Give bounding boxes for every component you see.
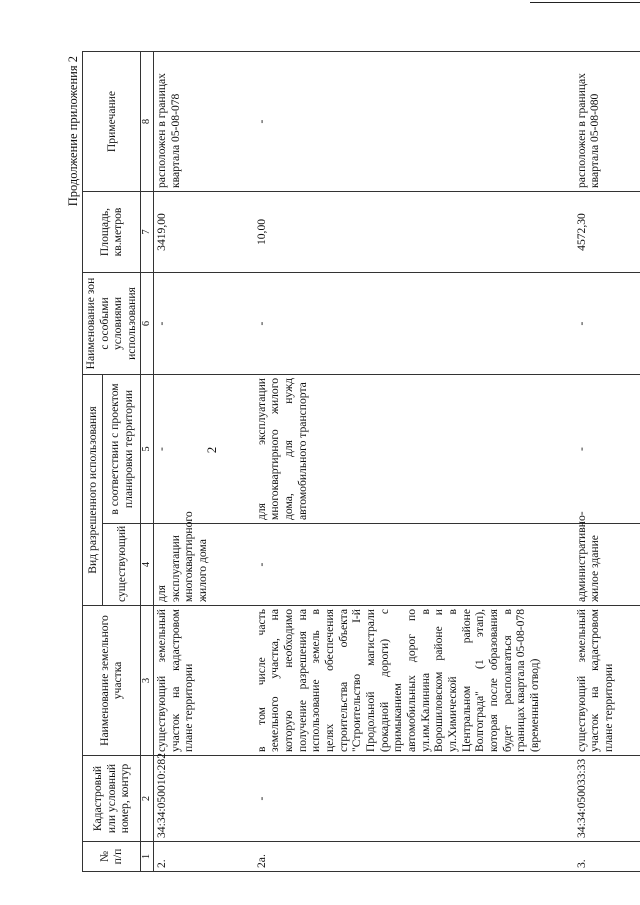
column-number: 8: [140, 52, 153, 192]
existing-use: для эксплуатации многоквартирного жилого дома: [154, 524, 254, 606]
appendix-caption: Продолжение приложения 2: [66, 56, 80, 207]
column-number: 6: [140, 273, 153, 375]
planned-use: -: [574, 375, 640, 524]
header-existing-use: существующий: [103, 524, 140, 606]
area: 10,00: [254, 192, 574, 273]
header-plot-name: Наименование земельного участка: [83, 606, 141, 756]
area: 4572,30: [574, 192, 640, 273]
land-plots-table: [82, 51, 640, 872]
table-row: [574, 52, 640, 872]
page-number: 2: [204, 446, 219, 454]
planned-use: -: [154, 375, 254, 524]
existing-use: административно-жилое здание: [574, 524, 640, 606]
column-number: 1: [140, 842, 153, 872]
header-cadastral: Кадастровый или условный номер, контур: [83, 756, 141, 842]
top-rule: [530, 2, 640, 3]
note: -: [254, 52, 574, 192]
row-number: 2а.: [254, 842, 574, 872]
table-row: [154, 52, 254, 872]
header-planned-use: в соответствии с проектом планировки территории: [103, 375, 140, 524]
column-number: 2: [140, 756, 153, 842]
cadastral-number: 34:34:050033:33: [574, 756, 640, 842]
note: расположен в границах квартала 05-08-078: [154, 52, 254, 192]
header-area: Площадь, кв.метров: [83, 192, 141, 273]
header-row: [83, 52, 103, 872]
zones: -: [574, 273, 640, 375]
header-zones: Наименование зон с особыми условиями использования: [83, 273, 141, 375]
header-number: № п/п: [83, 842, 141, 872]
planned-use: для эксплуатации многоквартирного жилого дома, для нужд автомобильного транспорта: [254, 375, 574, 524]
column-number: 5: [140, 375, 153, 524]
column-number: 7: [140, 192, 153, 273]
plot-name: существующий земельный участок на кадастровом плане территории: [574, 606, 640, 756]
column-number-row: [140, 52, 153, 872]
existing-use: -: [254, 524, 574, 606]
area: 3419,00: [154, 192, 254, 273]
plot-name: в том числе часть земельного участка, на которую необходимо получение разрешения на использование земель в целях обеспечения строительства объекта "Строительство I-й Продольной магистрали (рокадной дороги) с примыканием автомобильных дорог по ул.им.Калинина в Ворошиловском районе и ул.Химической в Центральном районе Волгограда" (1 этап), которая после образования будет располагаться в границах квартала 05-08-078 (временный отвод): [254, 606, 574, 756]
zones: -: [154, 273, 254, 375]
header-note: Примечание: [83, 52, 141, 192]
row-number: 3.: [574, 842, 640, 872]
column-number: 3: [140, 606, 153, 756]
cadastral-number: -: [254, 756, 574, 842]
column-number: 4: [140, 524, 153, 606]
note: расположен в границах квартала 05-08-080: [574, 52, 640, 192]
table-row: [254, 52, 574, 872]
cadastral-number: 34:34:050010:282: [154, 756, 254, 842]
plot-name: существующий земельный участок на кадастровом плане территории: [154, 606, 254, 756]
row-number: 2.: [154, 842, 254, 872]
rotated-document-page: [66, 52, 626, 872]
zones: -: [254, 273, 574, 375]
header-use-group: Вид разрешенного использования: [83, 375, 103, 606]
